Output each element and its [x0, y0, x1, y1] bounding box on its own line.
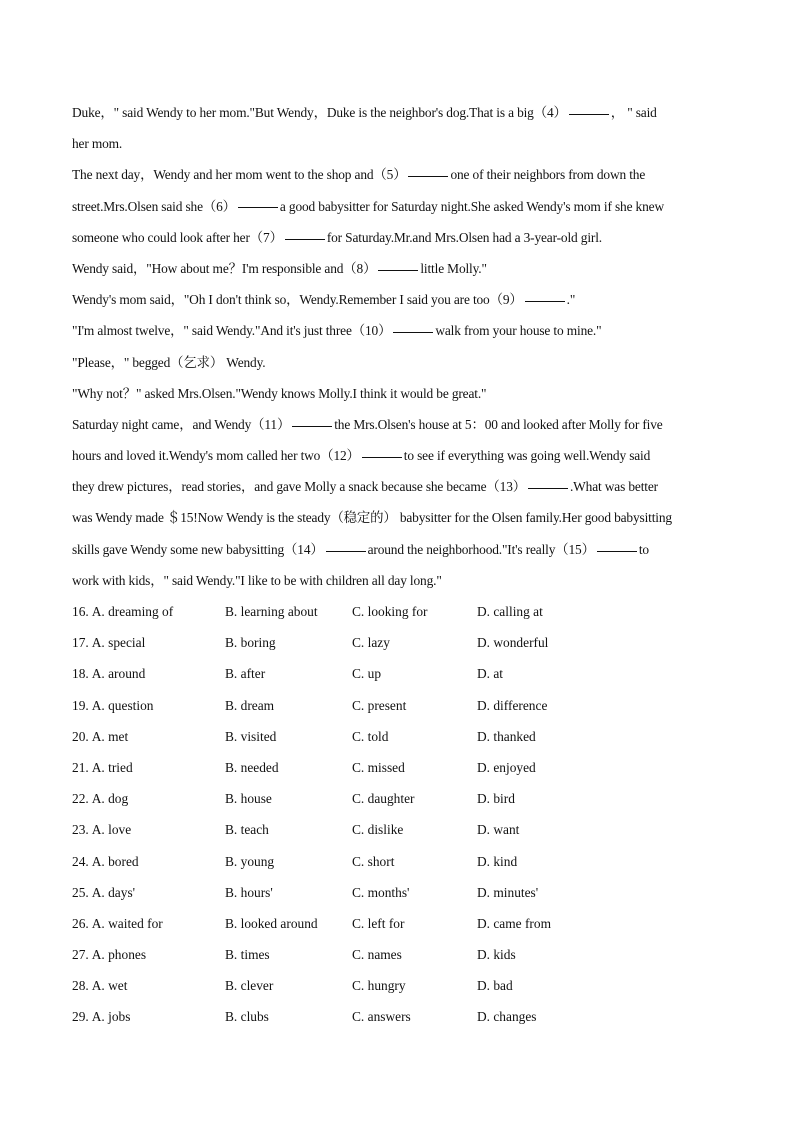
option-a-text: A. dog — [91, 791, 129, 807]
question-number: 26. — [72, 915, 89, 931]
passage-line — [72, 502, 732, 533]
answer-blank — [362, 456, 402, 458]
passage-text: walk from your house to mine." — [435, 323, 602, 339]
passage-line — [72, 471, 732, 502]
option-a-text: A. wet — [91, 978, 128, 994]
option-d: D. kind — [477, 853, 518, 869]
option-d: D. wonderful — [477, 635, 549, 651]
answer-blank — [569, 113, 609, 115]
question-option-row — [72, 627, 732, 658]
question-number: 23. — [72, 822, 89, 838]
option-d: D. bad — [477, 978, 513, 994]
option-b: B. boring — [225, 635, 276, 651]
option-a-text: A. met — [91, 728, 129, 744]
option-b: B. house — [225, 791, 272, 807]
passage-text: they drew pictures，read stories，and gave Molly a snack because she became（13） — [72, 479, 526, 495]
option-c: C. names — [352, 947, 402, 963]
question-option-row — [72, 970, 732, 1001]
option-b: B. looked around — [225, 915, 318, 931]
answer-blank — [292, 425, 332, 427]
option-c: C. answers — [352, 1009, 411, 1025]
question-number: 28. — [72, 978, 89, 994]
option-c: C. months' — [352, 884, 410, 900]
option-d: D. minutes' — [477, 884, 539, 900]
question-number: 21. — [72, 759, 89, 775]
passage-line — [72, 191, 732, 222]
passage-text: Duke，" said Wendy to her mom."But Wendy，Duke is the neighbor's dog.That is a big（4） — [72, 105, 567, 120]
option-d: D. calling at — [477, 604, 543, 619]
passage-text: "Please，" begged（乞求） Wendy. — [72, 354, 266, 370]
option-c: C. present — [352, 697, 407, 713]
option-a — [72, 596, 173, 627]
answer-blank — [238, 206, 278, 208]
passage-text: for Saturday.Mr.and Mrs.Olsen had a 3-year-old girl. — [326, 229, 602, 245]
option-a-text: A. phones — [91, 947, 147, 963]
passage-text: little Molly." — [420, 260, 487, 276]
option-a — [72, 752, 133, 783]
option-a-text: A. days' — [91, 884, 136, 900]
option-d: D. thanked — [477, 728, 536, 744]
question-option-row — [72, 814, 732, 845]
passage-text: around the neighborhood."It's really（15） — [367, 541, 595, 557]
option-c: C. left for — [352, 915, 405, 931]
passage-text: ， " said — [610, 105, 657, 120]
passage-line — [72, 315, 732, 346]
option-c: C. told — [352, 728, 389, 744]
passage-line — [72, 347, 732, 378]
option-b: B. hours' — [225, 884, 273, 900]
question-number: 19. — [72, 697, 89, 713]
passage-line — [72, 440, 732, 471]
question-option-row — [72, 908, 732, 939]
option-b: B. after — [225, 666, 266, 682]
option-a-text: A. love — [91, 822, 132, 838]
answer-blank — [525, 300, 565, 302]
passage-text: ." — [566, 292, 576, 308]
option-c: C. hungry — [352, 978, 406, 994]
option-a-text: A. special — [91, 635, 146, 651]
option-d: D. enjoyed — [477, 759, 536, 775]
passage-text: a good babysitter for Saturday night.She asked Wendy's mom if she knew — [279, 198, 664, 214]
question-option-row — [72, 721, 732, 752]
option-c: C. short — [352, 853, 395, 869]
option-a — [72, 783, 128, 814]
passage-text: one of their neighbors from down the — [450, 167, 646, 183]
option-a-text: A. around — [91, 666, 146, 682]
option-a — [72, 970, 127, 1001]
option-a-text: A. bored — [91, 853, 139, 869]
passage-text: to see if everything was going well.Wendy said — [403, 448, 651, 464]
option-d: D. came from — [477, 915, 551, 931]
option-a — [72, 939, 146, 970]
option-a — [72, 877, 135, 908]
option-c: C. lazy — [352, 635, 390, 651]
question-option-row — [72, 658, 732, 689]
passage-text: Wendy said，"How about me？I'm responsible and（8） — [72, 260, 377, 276]
passage-text: the Mrs.Olsen's house at 5：00 and looked after Molly for five — [334, 416, 663, 432]
option-a-text: A. tried — [91, 759, 133, 775]
option-b: B. visited — [225, 728, 277, 744]
option-a — [72, 814, 131, 845]
option-a — [72, 658, 145, 689]
passage-line — [72, 565, 732, 596]
option-c: C. daughter — [352, 791, 415, 807]
option-a-text: A. waited for — [91, 915, 163, 931]
passage-line — [72, 222, 732, 253]
answer-blank — [326, 550, 366, 552]
passage-line — [72, 409, 732, 440]
passage-line — [72, 378, 732, 409]
passage-text: The next day，Wendy and her mom went to the shop and（5） — [72, 167, 407, 183]
option-b: B. dream — [225, 697, 275, 713]
option-a — [72, 721, 128, 752]
option-a — [72, 627, 145, 658]
passage-text: work with kids，" said Wendy."I like to be with children all day long." — [72, 572, 442, 588]
passage-line — [72, 253, 732, 284]
passage-line — [72, 97, 732, 128]
question-option-row — [72, 596, 732, 627]
option-d: D. kids — [477, 947, 516, 963]
passage-text: to — [638, 541, 649, 557]
question-number: 25. — [72, 884, 89, 900]
question-number: 22. — [72, 791, 89, 807]
question-option-row — [72, 939, 732, 970]
passage-line — [72, 284, 732, 315]
option-a — [72, 690, 154, 721]
answer-blank — [408, 175, 448, 177]
option-d: D. bird — [477, 791, 515, 807]
passage-text: skills gave Wendy some new babysitting（14） — [72, 541, 324, 557]
passage-text: "Why not？" asked Mrs.Olsen."Wendy knows Molly.I think it would be great." — [72, 385, 487, 401]
option-b: B. clubs — [225, 1009, 269, 1025]
passage-text: Wendy's mom said，"Oh I don't think so，Wendy.Remember I said you are too（9） — [72, 292, 523, 308]
option-b: B. clever — [225, 978, 274, 994]
answer-blank — [597, 550, 637, 552]
passage-text: street.Mrs.Olsen said she（6） — [72, 198, 236, 214]
question-option-row — [72, 877, 732, 908]
passage-text: someone who could look after her（7） — [72, 229, 283, 245]
option-d: D. at — [477, 666, 504, 682]
option-c: C. up — [352, 666, 382, 682]
option-c: C. dislike — [352, 822, 404, 838]
passage-line — [72, 128, 732, 159]
question-option-row — [72, 1001, 732, 1032]
question-option-row — [72, 752, 732, 783]
passage-line — [72, 159, 732, 190]
question-number: 16. — [72, 604, 89, 619]
answer-blank — [528, 487, 568, 489]
option-a-text: A. jobs — [91, 1009, 131, 1025]
question-number: 20. — [72, 728, 89, 744]
question-number: 29. — [72, 1009, 89, 1025]
question-option-row — [72, 783, 732, 814]
option-b: B. needed — [225, 759, 279, 775]
option-a-text: A. dreaming of — [91, 604, 174, 619]
option-c: C. looking for — [352, 604, 428, 619]
question-number: 18. — [72, 666, 89, 682]
option-a — [72, 908, 163, 939]
passage-text: .What was better — [569, 479, 658, 495]
option-b: B. young — [225, 853, 275, 869]
question-option-row — [72, 846, 732, 877]
option-b: B. teach — [225, 822, 269, 838]
question-number: 24. — [72, 853, 89, 869]
answer-blank — [285, 238, 325, 240]
answer-blank — [378, 269, 418, 271]
option-a-text: A. question — [91, 697, 154, 713]
option-d: D. want — [477, 822, 520, 838]
option-b: B. learning about — [225, 604, 318, 619]
passage-text: hours and loved it.Wendy's mom called her two（12） — [72, 448, 360, 464]
question-number: 17. — [72, 635, 89, 651]
passage-text: her mom. — [72, 136, 123, 152]
passage-text: Saturday night came，and Wendy（11） — [72, 416, 291, 432]
answer-blank — [393, 331, 433, 333]
answer-options — [72, 596, 732, 1033]
option-d: D. changes — [477, 1009, 537, 1025]
option-c: C. missed — [352, 759, 405, 775]
option-a — [72, 846, 139, 877]
question-number: 27. — [72, 947, 89, 963]
cloze-passage — [72, 97, 732, 596]
passage-text: "I'm almost twelve，" said Wendy."And it's just three（10） — [72, 323, 392, 339]
passage-text: was Wendy made ＄15!Now Wendy is the steady（稳定的） babysitter for the Olsen family.Her good babysitting — [72, 510, 672, 526]
option-d: D. difference — [477, 697, 548, 713]
passage-line — [72, 534, 732, 565]
option-b: B. times — [225, 947, 270, 963]
option-a — [72, 1001, 130, 1032]
question-option-row — [72, 690, 732, 721]
